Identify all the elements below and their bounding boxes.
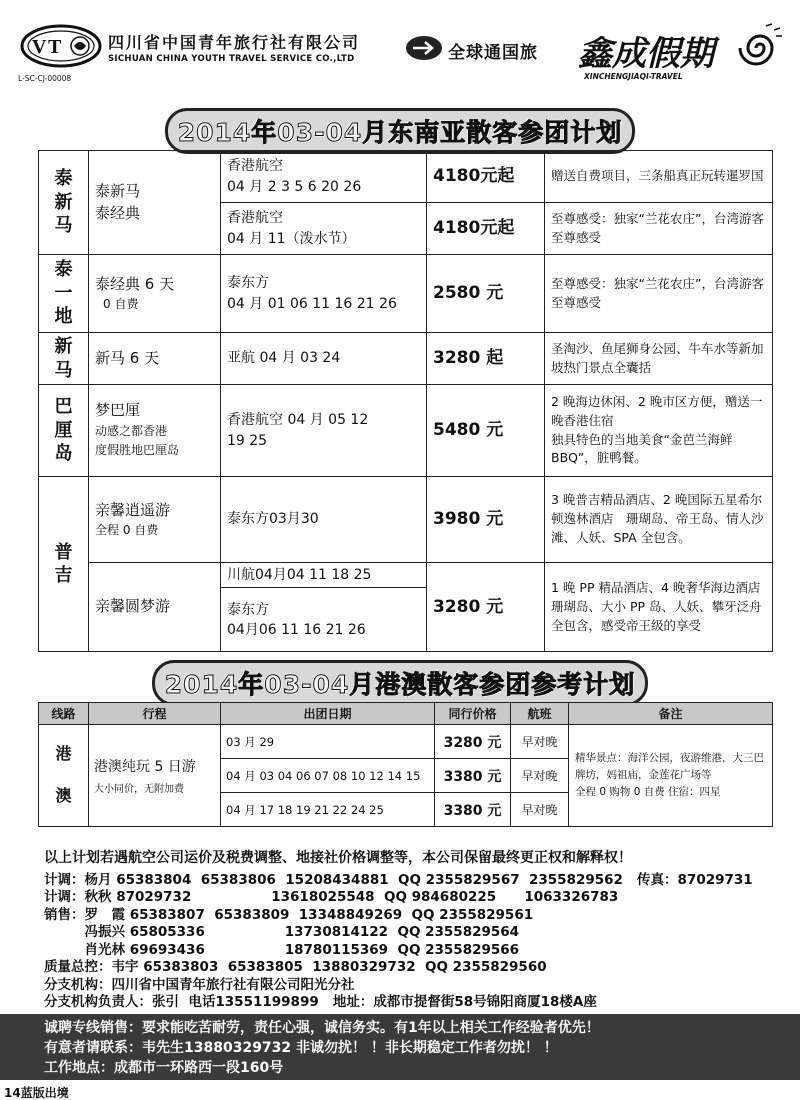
page-number: 14 <box>4 1086 21 1100</box>
table-row <box>39 333 773 385</box>
contact-line: 计调：杨月 65383804 65383806 15208434881 QQ 2355829567 2355829562 传真：87029731 <box>44 871 753 888</box>
contact-line: 计调：秋秋 87029732 13618025548 QQ 984680225 1063326783 <box>44 889 619 905</box>
company-name-cn: 四川省中国青年旅行社有限公司 <box>108 33 361 52</box>
dest-cell: 泰新马 <box>39 151 89 255</box>
departure-cell: 香港航空 04 月 05 12 19 25 <box>221 385 427 477</box>
dates-cell: 04 月 03 04 06 07 08 10 12 14 15 <box>221 759 435 793</box>
contact-line: 分支机构：四川省中国青年旅行社有限公司阳光分社 <box>44 976 355 993</box>
col-header: 同行价格 <box>435 703 511 725</box>
svg-text:T: T <box>48 36 62 58</box>
xincheng-logo <box>578 18 788 90</box>
contact-line: 质量总控：韦宇 65383803 65383805 13880329732 QQ 2355829560 <box>44 959 547 975</box>
disclaimer: 以上计划若遇航空公司运价及税费调整、地接社价格调整等，本公司保留最终更正权和解释权！ <box>44 850 632 866</box>
recruit-bar <box>0 1014 800 1080</box>
cyts-logo-icon <box>20 22 102 70</box>
departure-cell: 亚航 04 月 03 24 <box>221 333 427 385</box>
contact-line: 冯振兴 65805336 13730814122 QQ 2355829564 <box>44 924 520 940</box>
table-header-row <box>39 703 773 725</box>
contact-info <box>44 850 784 1012</box>
sea-tour-table <box>38 150 773 652</box>
product-sub: 0 自费 <box>103 296 139 311</box>
col-header: 备注 <box>569 703 773 725</box>
product-sub: 动感之都香港 度假胜地巴厘岛 <box>95 424 180 458</box>
price-cell: 4180元起 <box>427 203 545 255</box>
product-cell: 泰新马 泰经典 <box>89 151 221 255</box>
note-cell: 3 晚普吉精品酒店、2 晚国际五星希尔顿逸林酒店 珊瑚岛、帝王岛、情人沙滩、人妖、SPA 全包含。 <box>545 477 773 563</box>
product-name: 港澳纯玩 5 日游 <box>94 759 196 775</box>
contact-line: 分支机构负责人：张引 电话13551199899 地址：成都市提督街58号锦阳商厦18楼A座 <box>44 994 597 1010</box>
flight-cell: 早对晚 <box>511 759 569 793</box>
hk-tour-table <box>38 702 773 827</box>
xincheng-brand-en: XINCHENGJIAQI-TRAVEL <box>584 72 683 81</box>
table-row <box>39 385 773 477</box>
banner-sea-text: 2014年03-04月东南亚散客参团计划 <box>165 108 636 154</box>
product-cell <box>89 477 221 563</box>
xincheng-brand-cn: 鑫成假期 <box>578 34 714 74</box>
product-name: 梦巴厘 <box>95 401 141 420</box>
dates-cell: 03 月 29 <box>221 725 435 759</box>
product-sub: 全程 0 自费 <box>95 522 159 537</box>
departure-cell: 川航04月04 11 18 25 <box>221 563 427 588</box>
arrow-globe-icon <box>405 35 443 61</box>
banner-hk-title <box>0 660 800 706</box>
note-cell: 至尊感受：独家“兰花农庄”，台湾游客至尊感受 <box>545 255 773 333</box>
svg-text:V: V <box>32 36 47 58</box>
product-cell <box>89 255 221 333</box>
product-sub: 大小同价，无附加费 <box>94 784 184 795</box>
product-cell: 新马 6 天 <box>89 333 221 385</box>
dest-cell: 巴厘岛 <box>39 385 89 477</box>
recruit-line: 诚聘专线销售：要求能吃苦耐劳，责任心强，诚信务实。有1年以上相关工作经验者优先！ <box>44 1020 600 1036</box>
dest-cell: 泰一地 <box>39 255 89 333</box>
price-cell: 5480 元 <box>427 385 545 477</box>
product-cell: 亲馨圆梦游 <box>89 563 221 652</box>
company-name-en: SICHUAN CHINA YOUTH TRAVEL SERVICE CO.,LTD <box>108 54 355 64</box>
page-footer <box>4 1084 69 1100</box>
note-cell: 精华景点：海洋公园，夜游维港，大三巴牌坊，妈祖庙，金莲花广场等 全程 0 购物 0 自费 住宿：四星 <box>569 725 773 827</box>
table-row <box>39 151 773 203</box>
flight-cell: 早对晚 <box>511 725 569 759</box>
recruit-line: 有意者请联系：韦先生13880329732 非诚勿扰！ ！非长期稳定工作者勿扰！ ！ <box>44 1040 558 1056</box>
page-label: 蓝版出境 <box>20 1086 69 1100</box>
license-number: L-SC-CJ-00008 <box>18 74 72 83</box>
table-row <box>39 725 773 759</box>
price-cell: 4180元起 <box>427 151 545 203</box>
swirl-icon <box>736 22 784 72</box>
dates-cell: 04 月 17 18 19 21 22 24 25 <box>221 793 435 827</box>
note-cell: 圣淘沙、鱼尾狮身公园、牛车水等新加坡热门景点全囊括 <box>545 333 773 385</box>
dest-cell: 新马 <box>39 333 89 385</box>
price-cell: 3380 元 <box>435 793 511 827</box>
banner-sea-title <box>0 108 800 154</box>
note-cell: 赠送自费项目，三条船真正玩转暹罗国 <box>545 151 773 203</box>
note-cell: 至尊感受：独家“兰花农庄”，台湾游客至尊感受 <box>545 203 773 255</box>
flight-cell: 早对晚 <box>511 793 569 827</box>
departure-cell: 香港航空 04 月 2 3 5 6 20 26 <box>221 151 427 203</box>
product-cell <box>89 725 221 827</box>
contact-line: 肖光林 69693436 18780115369 QQ 2355829566 <box>44 941 520 958</box>
price-cell: 3980 元 <box>427 477 545 563</box>
note-cell: 2 晚海边休闲、2 晚市区方便，赠送一晚香港住宿 独具特色的当地美食“金芭兰海鲜 BBQ”，脏鸭餐。 <box>545 385 773 477</box>
banner-hk-text: 2014年03-04月港澳散客参团参考计划 <box>152 660 649 706</box>
header <box>0 0 800 92</box>
col-header: 出团日期 <box>221 703 435 725</box>
col-header: 线路 <box>39 703 89 725</box>
recruit-line: 工作地点：成都市一环路西一段160号 <box>44 1060 284 1076</box>
global-travel-brand: 全球通国旅 <box>448 43 538 63</box>
departure-cell: 泰东方03月30 <box>221 477 427 563</box>
table-row <box>39 477 773 563</box>
product-name: 泰经典 6 天 <box>95 274 175 293</box>
price-cell: 3280 起 <box>427 333 545 385</box>
route-cell: 港 澳 <box>39 725 89 827</box>
product-name: 亲馨逍遥游 <box>95 500 171 519</box>
col-header: 行程 <box>89 703 221 725</box>
note-cell: 1 晚 PP 精品酒店、4 晚奢华海边酒店珊瑚岛、大小 PP 岛、人妖、攀牙泛舟全包含，感受帝王级的享受 <box>545 563 773 652</box>
product-cell <box>89 385 221 477</box>
departure-cell: 香港航空 04 月 11（泼水节） <box>221 203 427 255</box>
contact-line: 销售：罗 霞 65383807 65383809 13348849269 QQ 2355829561 <box>44 906 534 923</box>
dest-cell: 普吉 <box>39 477 89 652</box>
table-row <box>39 563 773 588</box>
departure-cell: 泰东方 04 月 01 06 11 16 21 26 <box>221 255 427 333</box>
departure-cell: 泰东方 04月06 11 16 21 26 <box>221 588 427 652</box>
price-cell: 2580 元 <box>427 255 545 333</box>
price-cell: 3280 元 <box>427 563 545 652</box>
table-row <box>39 255 773 333</box>
col-header: 航班 <box>511 703 569 725</box>
price-cell: 3380 元 <box>435 759 511 793</box>
price-cell: 3280 元 <box>435 725 511 759</box>
